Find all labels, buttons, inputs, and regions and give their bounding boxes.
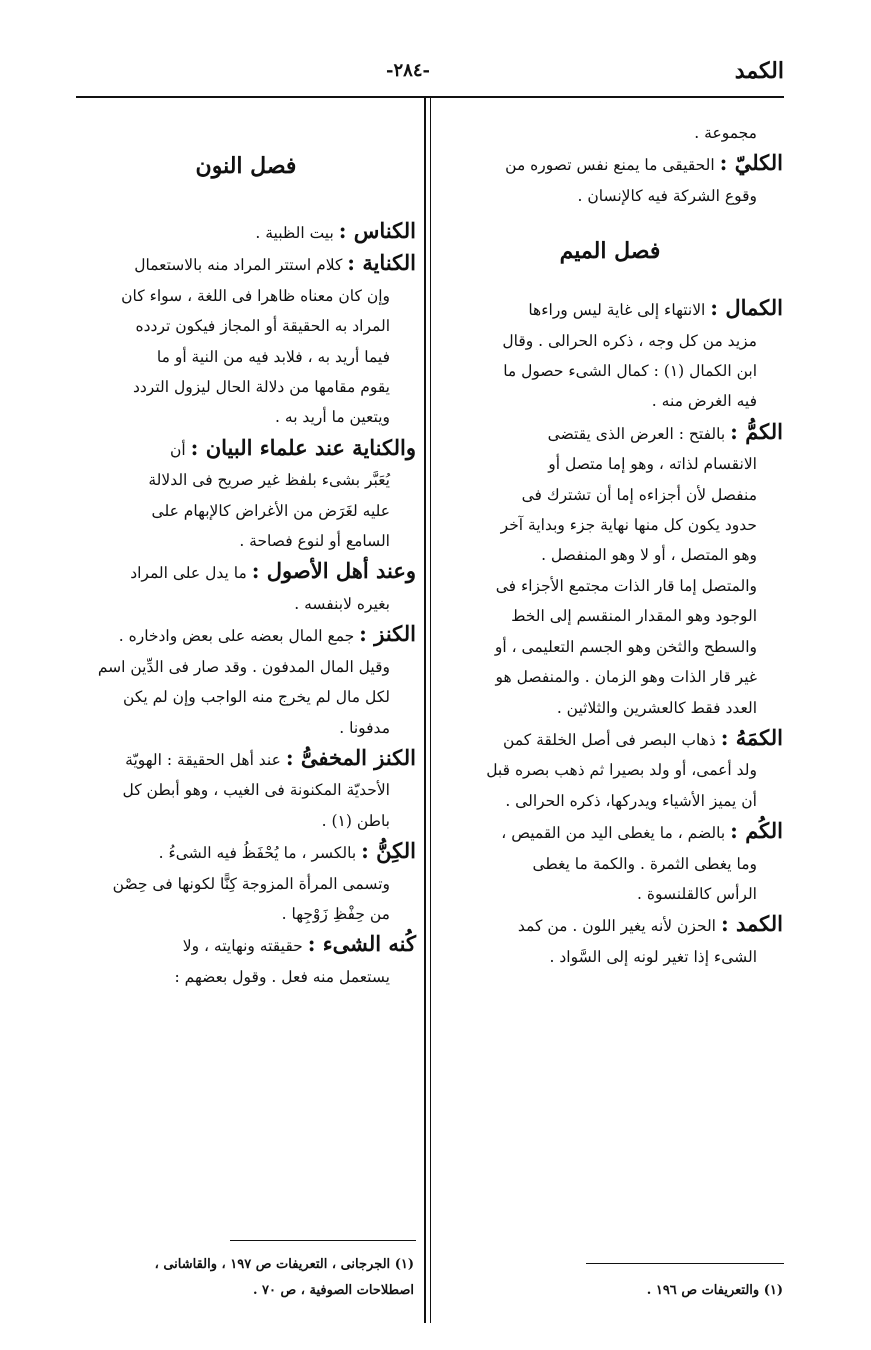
entry	[437, 293, 783, 417]
footnote-line: (١) الجرجانى ، التعريفات ص ١٩٧ ، والقاشانى ،	[154, 1257, 414, 1272]
entry-line: ولد أعمى، أو ولد بصيرا ثم ذهب بصره قبل	[486, 761, 757, 780]
right-column	[437, 118, 783, 972]
entry-line: عند أهل الحقيقة : الهويّة	[125, 750, 281, 769]
entry-line: الحزن لأنه يغير اللون . من كمد	[517, 917, 716, 936]
entry-line: وتسمى المرأة المزوجة كِنًّا لكونها فى حِصْن	[112, 874, 390, 893]
section-title: فصل النون	[195, 153, 297, 179]
entry-line: وإن كان معناه ظاهرا فى اللغة ، سواء كان	[121, 286, 390, 305]
entry	[76, 433, 416, 557]
entry	[76, 836, 416, 929]
entry-line: الانقسام لذاته ، وهو إما متصل أو	[548, 455, 757, 474]
entry-line: وقيل المال المدفون . وقد صار فى الدِّين اسم	[97, 657, 390, 676]
entry-line: ويتعين ما أريد به .	[275, 408, 390, 427]
entry	[76, 929, 416, 992]
page-number: -٢٨٤-	[386, 60, 430, 81]
entry-head: الكناية :	[347, 250, 416, 276]
footnote	[74, 1252, 414, 1304]
entry-line: يقوم مقامها من دلالة الحال ليزول التردد	[132, 378, 390, 397]
entry-head: الكمال :	[710, 295, 783, 321]
entry-line: المراد به الحقيقة أو المجاز فيكون تردده	[135, 317, 390, 336]
entry-line: والسطح والثخن وهو الجسم التعليمى ، أو	[494, 637, 757, 656]
entry-line: وهو المتصل ، أو لا وهو المنفصل .	[541, 546, 757, 565]
entry-line: الشىء إذا تغير لونه إلى السَّواد .	[549, 947, 757, 966]
entry-head: الكِنُّ :	[361, 838, 416, 864]
entry-line: حدود يكون كل منها نهاية جزء وبداية آخر	[500, 516, 757, 535]
entry	[76, 248, 416, 432]
entry-line: الحقيقى ما يمنع نفس تصوره من	[505, 156, 715, 175]
entry-line: من حِفْظِ زَوْجِها .	[281, 904, 390, 923]
entry	[437, 909, 783, 972]
entry-line: بالكسر ، ما يُحْفَظُ فيه الشىءُ .	[158, 844, 357, 863]
entry	[437, 723, 783, 816]
entry-line: فيما أريد به ، فلابد فيه من النية أو ما	[156, 347, 390, 366]
entry-line: حقيقته ونهايته ، ولا	[182, 937, 303, 956]
entry-line: العدد فقط كالعشرين والثلاثين .	[556, 698, 757, 717]
entry-head: الكنز المخفىُّ :	[285, 744, 416, 770]
footnote: (١) والتعريفات ص ١٩٦ .	[646, 1283, 783, 1298]
entry-line: الانتهاء إلى غاية ليس وراءها	[528, 301, 706, 320]
page-header	[76, 58, 784, 92]
entry-line: الأحديّة المكنونة فى الغيب ، وهو أبطن كل	[122, 781, 390, 800]
entry-line: عليه لغَرَض من الأغراض كالإبهام على	[151, 501, 390, 520]
entry-line: والمتصل إما قار الذات مجتمع الأجزاء فى	[495, 576, 757, 595]
entry	[76, 556, 416, 619]
entry-line: الوجود وهو المقدار المنقسم إلى الخط	[511, 607, 757, 626]
entry-head: الكُم :	[730, 818, 783, 844]
entry-line: فيه الغرض منه .	[651, 392, 757, 411]
entry-line: أن	[170, 440, 186, 459]
entry-line: جمع المال بعضه على بعض وادخاره .	[118, 627, 355, 646]
entry	[437, 816, 783, 909]
left-column	[76, 150, 416, 992]
continued-line: مجموعة .	[694, 124, 757, 142]
entry-line: غير قار الذات وهو الزمان . والمنفصل هو	[495, 668, 757, 687]
entry-head: كُنه الشىء :	[307, 931, 416, 957]
entry	[437, 417, 783, 723]
entry-line: مزيد من كل وجه ، ذكره الحرالى . وقال	[502, 331, 757, 350]
entry-line: ما يدل على المراد	[130, 564, 247, 583]
entry-line: ذهاب البصر فى أصل الخلقة كمن	[503, 730, 716, 749]
entry-line: بالضم ، ما يغطى اليد من القميص ،	[501, 824, 726, 843]
entry-line: يستعمل منه فعل . وقول بعضهم :	[174, 967, 390, 986]
entry-head: الكنز :	[359, 621, 416, 647]
entry-line: باطن (١) .	[321, 811, 390, 830]
entry-head: الكمد :	[720, 911, 783, 937]
entry	[76, 743, 416, 836]
entry-head: الكمُّ :	[730, 418, 783, 444]
entry-line: بغيره لابنفسه .	[294, 594, 390, 613]
entry-line: بالفتح : العرض الذى يقتضى	[547, 424, 726, 443]
running-head: الكمد	[734, 58, 784, 84]
entry-line: بيت الظبية .	[255, 224, 334, 242]
footnote-rule	[586, 1263, 784, 1264]
column-divider	[424, 98, 426, 1323]
entry-line: لكل مال لم يخرج منه الواجب وإن لم يكن	[123, 688, 390, 707]
footnote-rule	[230, 1240, 416, 1241]
entry-line: منفصل لأن أجزاءه إما أن تشترك فى	[521, 485, 757, 504]
entry-line: وقوع الشركة فيه كالإنسان .	[577, 186, 757, 205]
entry-head: والكناية عند علماء البيان :	[190, 434, 416, 460]
entry-line: وما يغطى الثمرة . والكمة ما يغطى	[532, 854, 757, 873]
entry-line: السامع أو لنوع فصاحة .	[239, 532, 390, 551]
entry	[76, 619, 416, 743]
entry-line: الرأس كالقلنسوة .	[636, 884, 757, 903]
entry-line: يُعَبَّر بشىء بلفظ غير صريح فى الدلالة	[148, 471, 390, 490]
entry-line: ابن الكمال (١) : كمال الشىء حصول ما	[503, 362, 757, 381]
entry-line: أن يميز الأشياء ويدركها، ذكره الحرالى .	[505, 791, 757, 810]
entry-head: الكمَهُ :	[720, 724, 783, 750]
entry-head: وعند أهل الأصول :	[251, 558, 416, 584]
entry	[76, 216, 416, 248]
entry-head: الكليّ :	[719, 150, 783, 176]
entry-head: الكناس :	[338, 218, 416, 243]
column-divider-inner	[430, 98, 431, 1323]
entry	[437, 148, 783, 211]
footnote-line: اصطلاحات الصوفية ، ص ٧٠ .	[252, 1283, 414, 1298]
entry-line: كلام استتر المراد منه بالاستعمال	[134, 256, 343, 275]
section-title: فصل الميم	[559, 238, 661, 265]
entry-line: مدفونا .	[339, 718, 390, 737]
